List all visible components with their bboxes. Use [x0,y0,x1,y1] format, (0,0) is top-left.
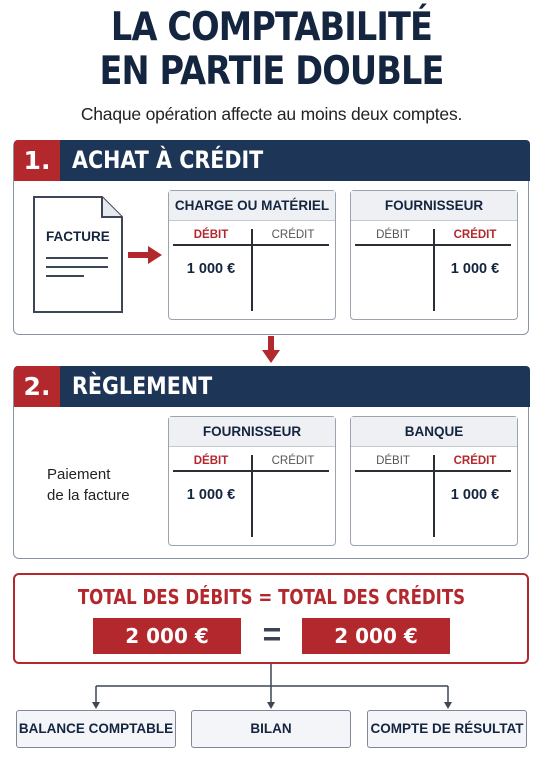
payment-description [47,464,130,506]
debit-label: DÉBIT [376,229,410,241]
equals-sign: = [262,616,282,652]
invoice-document-icon [32,195,124,314]
section-1-title: ACHAT À CRÉDIT [72,146,264,174]
account-name: CHARGE OU MATÉRIEL [169,191,335,221]
section-2-title: RÈGLEMENT [72,372,213,400]
account-charge-materiel [168,190,336,320]
payment-description-line-2: de la facture [47,487,130,504]
total-credits-value: 2 000 € [302,618,450,654]
debit-label: DÉBIT [193,455,229,467]
payment-description-line-1: Paiement [47,466,111,483]
arrow-right-icon [128,246,162,269]
title-line-1: LA COMPTABILITÉ [110,5,433,50]
section-2-number: 2. [14,366,60,407]
debit-label: DÉBIT [376,455,410,467]
account-banque [350,416,518,546]
arrow-down-icon [262,336,280,369]
account-name: FOURNISSEUR [351,191,517,221]
credit-label: CRÉDIT [453,455,497,467]
account-fournisseur-1 [350,190,518,320]
debit-amount: 1 000 € [186,487,236,503]
debit-label: DÉBIT [193,229,229,241]
total-debits-value: 2 000 € [93,618,241,654]
output-bilan: BILAN [191,710,351,748]
credit-amount: 1 000 € [450,487,500,503]
output-compte-de-resultat: COMPTE DE RÉSULTAT [367,710,527,748]
section-1-number: 1. [14,140,60,181]
credit-amount: 1 000 € [450,261,500,277]
subtitle: Chaque opération affecte au moins deux comptes. [80,104,463,124]
output-balance-comptable: BALANCE COMPTABLE [16,710,176,748]
title-line-2: EN PARTIE DOUBLE [99,49,444,94]
debit-amount: 1 000 € [186,261,236,277]
account-fournisseur-2 [168,416,336,546]
credit-label: CRÉDIT [271,229,315,241]
credit-label: CRÉDIT [271,455,315,467]
t-account-vertical-line [251,229,253,311]
credit-label: CRÉDIT [453,229,497,241]
t-account-vertical-line [251,455,253,537]
total-title: TOTAL DES DÉBITS = TOTAL DES CRÉDITS [77,585,466,609]
invoice-label: FACTURE [46,229,110,244]
account-name: FOURNISSEUR [169,417,335,447]
account-name: BANQUE [351,417,517,447]
